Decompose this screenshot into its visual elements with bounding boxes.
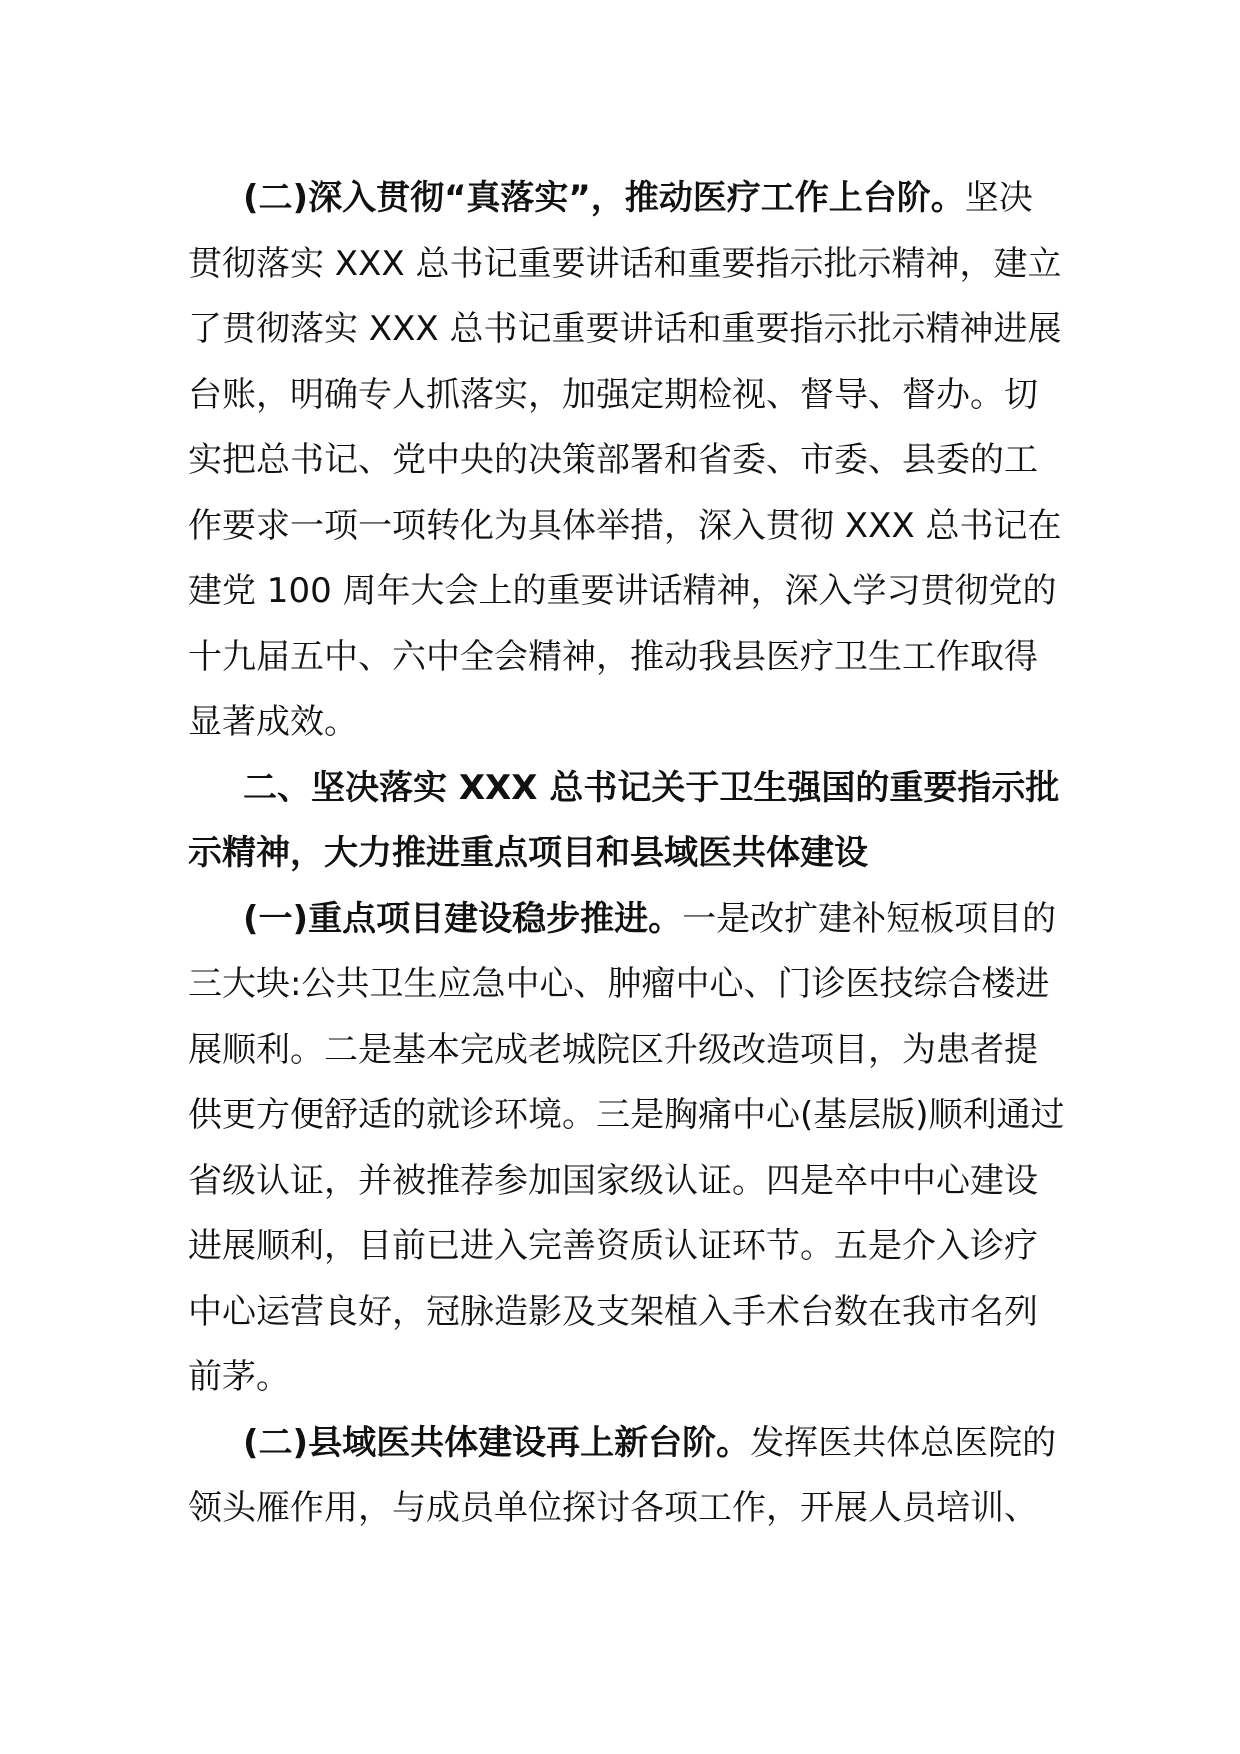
document-body — [188, 166, 1065, 1542]
paragraph-2-line-7: 中心运营良好，冠脉造影及支架植入手术台数在我市名列 — [188, 1291, 1038, 1332]
paragraph-1-line-3: 了贯彻落实 XXX 总书记重要讲话和重要指示批示精神进展 — [188, 309, 1062, 349]
paragraph-2-bold-lead: (一)重点项目建设稳步推进。 — [243, 898, 683, 939]
paragraph-1-line-2: 贯彻落实 XXX 总书记重要讲话和重要指示批示精神，建立 — [188, 243, 1062, 284]
paragraph-1-line-9: 显著成效。 — [188, 702, 358, 742]
paragraph-2-line-5: 省级认证，并被推荐参加国家级认证。四是卒中中心建设 — [188, 1160, 1038, 1201]
paragraph-1-line-4: 台账，明确专人抓落实，加强定期检视、督导、督办。切 — [188, 374, 1038, 415]
section-heading-line-2: 示精神，大力推进重点项目和县域医共体建设 — [188, 833, 868, 873]
paragraph-2-text: 一是改扩建补短板项目的 — [682, 898, 1057, 939]
paragraph-3-line-2: 领头雁作用，与成员单位探讨各项工作，开展人员培训、 — [188, 1488, 1038, 1528]
paragraph-1-line-8: 十九届五中、六中全会精神，推动我县医疗卫生工作取得 — [188, 636, 1038, 677]
paragraph-3-bold-lead: (二)县域医共体建设再上新台阶。 — [243, 1422, 751, 1463]
paragraph-3-line-1 — [188, 1411, 1056, 1477]
paragraph-1-line-7: 建党 100 周年大会上的重要讲话精神，深入学习贯彻党的 — [188, 571, 1057, 611]
paragraph-2-line-1 — [188, 887, 1056, 953]
paragraph-2-line-6: 进展顺利，目前已进入完善资质认证环节。五是介入诊疗 — [188, 1226, 1038, 1266]
paragraph-2-line-2: 三大块:公共卫生应急中心、肿瘤中心、门诊医技综合楼进 — [188, 964, 1050, 1004]
paragraph-3-text: 发挥医共体总医院的 — [750, 1422, 1057, 1463]
paragraph-1-line-1 — [188, 166, 1056, 232]
section-heading-line-1: 二、坚决落实 XXX 总书记关于卫生强国的重要指示批 — [243, 767, 1060, 808]
paragraph-2-line-8: 前茅。 — [188, 1357, 290, 1397]
paragraph-2-line-4: 供更方便舒适的就诊环境。三是胸痛中心(基层版)顺利通过 — [188, 1095, 1065, 1135]
paragraph-1-line-6: 作要求一项一项转化为具体举措，深入贯彻 XXX 总书记在 — [188, 505, 1062, 546]
paragraph-1-text: 坚决 — [964, 178, 1033, 218]
paragraph-2-line-3: 展顺利。二是基本完成老城院区升级改造项目，为患者提 — [188, 1029, 1038, 1070]
paragraph-1-line-5: 实把总书记、党中央的决策部署和省委、市委、县委的工 — [188, 440, 1038, 480]
paragraph-1-bold-lead: (二)深入贯彻“真落实”，推动医疗工作上台阶。 — [243, 178, 965, 218]
